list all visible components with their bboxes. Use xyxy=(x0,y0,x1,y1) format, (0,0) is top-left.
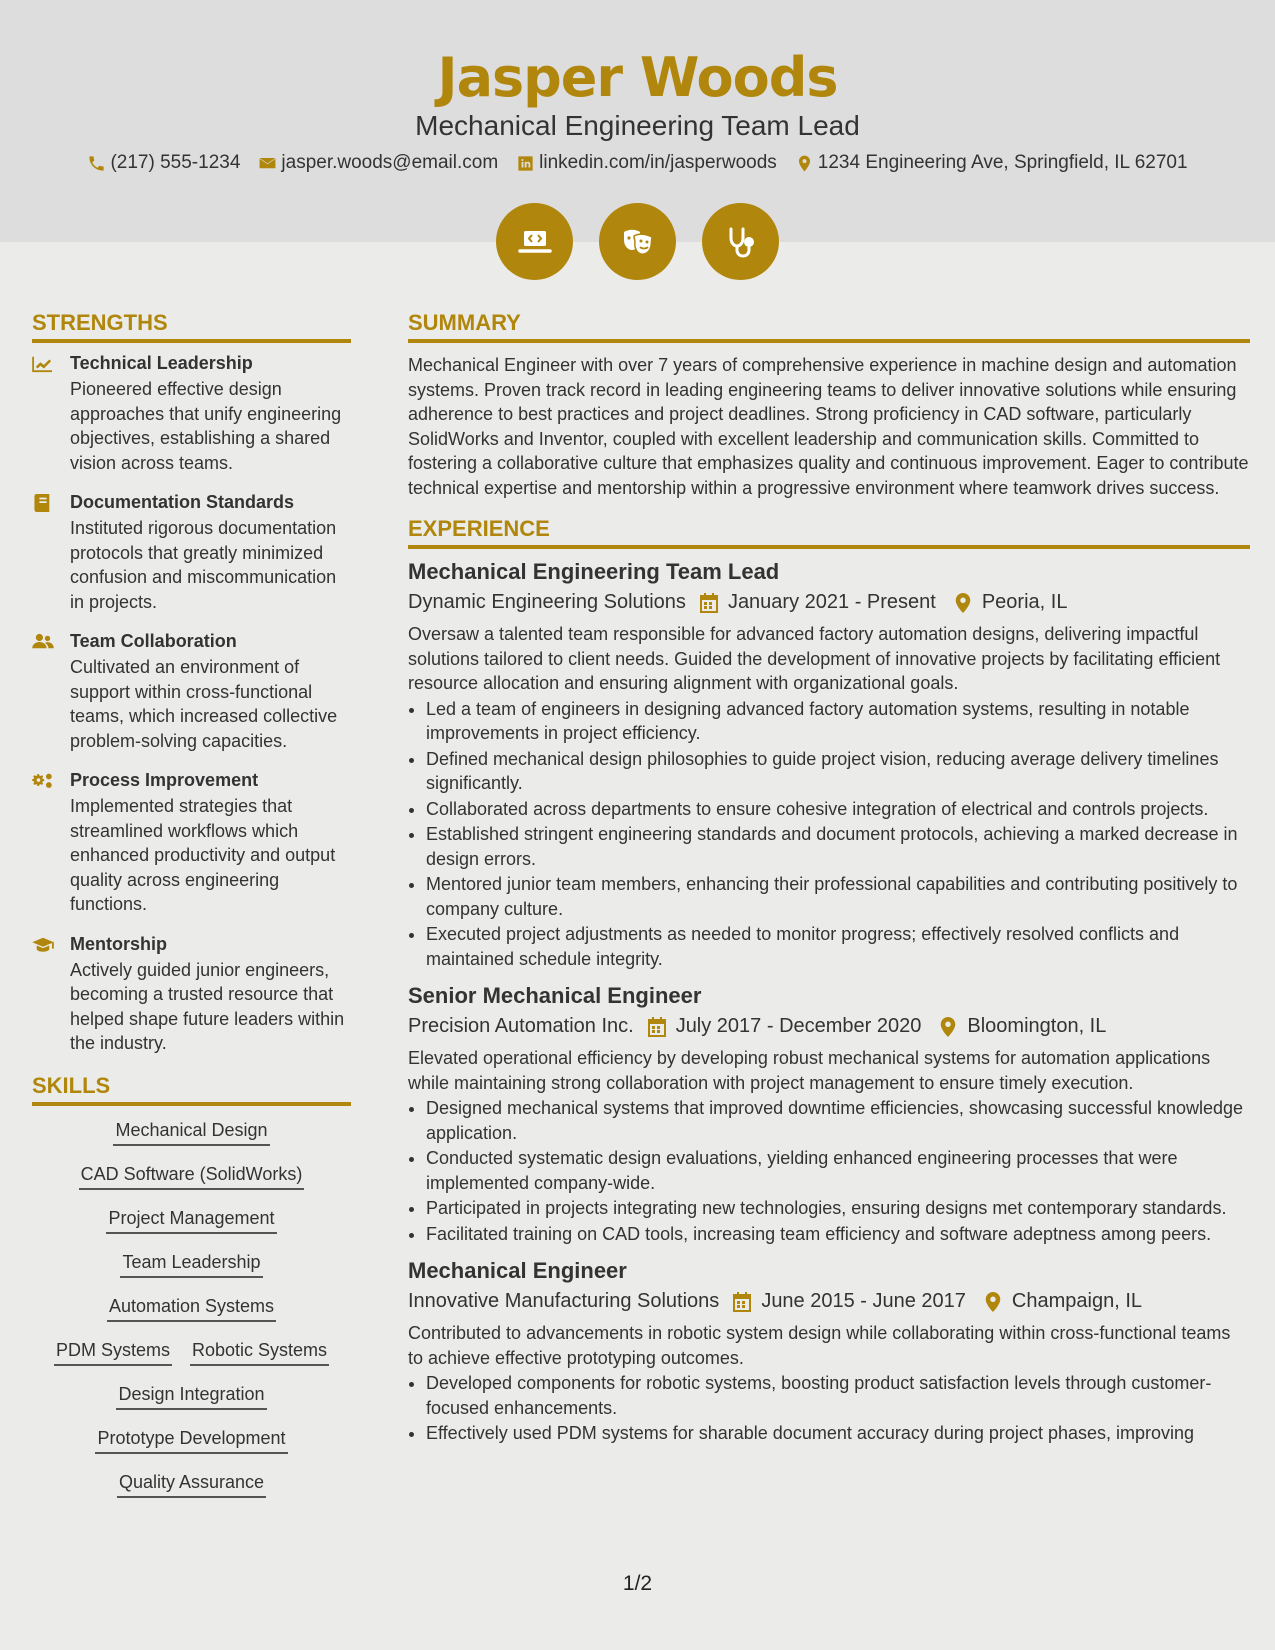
skills-row xyxy=(32,1384,351,1410)
skill-tag: Project Management xyxy=(106,1208,276,1234)
strength-title: Team Collaboration xyxy=(70,631,237,651)
summary-heading: SUMMARY xyxy=(408,310,1250,343)
skills-row xyxy=(32,1428,351,1454)
map-marker-icon xyxy=(939,1017,957,1037)
job-bullet: • Facilitated training on CAD tools, increasing team efficiency and software adeptness among peers. xyxy=(426,1222,1250,1247)
job-location: Bloomington, IL xyxy=(967,1015,1107,1037)
contact-email[interactable] xyxy=(258,152,498,174)
summary-text: Mechanical Engineer with over 7 years of comprehensive experience in machine design and automation systems. Proven track record in leading engineering teams to deliver innovative solutions while ensuring adherence to best practices and project deadlines. Strong proficiency in CAD software, particularly SolidWorks and Inventor, coupled with excellent leadership and communication skills. Committed to fostering a collaborative culture that emphasizes quality and continuous improvement. Eager to contribute technical expertise and mentorship within a progressive environment where teamwork drives success. xyxy=(408,355,1249,498)
skills-row xyxy=(32,1340,351,1366)
skills-row xyxy=(32,1252,351,1278)
page-number: 1/2 xyxy=(622,1572,653,1595)
envelope-icon xyxy=(258,154,277,173)
strength-description: Cultivated an environment of support within cross-functional teams, which increased collective problem-solving capacities. xyxy=(70,657,338,751)
right-column xyxy=(408,310,1250,1458)
strength-item xyxy=(32,770,351,917)
skills-row xyxy=(32,1120,351,1146)
book-icon xyxy=(32,494,54,512)
skills-row xyxy=(32,1164,351,1190)
contact-phone[interactable] xyxy=(87,152,240,174)
job-dates: June 2015 - June 2017 xyxy=(761,1290,966,1312)
strength-title: Mentorship xyxy=(70,933,167,954)
strength-item xyxy=(32,353,351,475)
company-name: Dynamic Engineering Solutions xyxy=(408,591,686,613)
laptop-code-icon xyxy=(496,203,573,280)
contact-address xyxy=(795,152,1188,174)
strength-description: Instituted rigorous documentation protocols that greatly minimized confusion and miscommunication in projects. xyxy=(70,518,337,612)
calendar-icon xyxy=(648,1017,666,1037)
linkedin-text: linkedin.com/in/jasperwoods xyxy=(539,152,777,173)
skill-tag: Design Integration xyxy=(116,1384,266,1410)
interest-icons xyxy=(0,203,1275,280)
strength-description: Implemented strategies that streamlined workflows which enhanced productivity and output quality across engineering functions. xyxy=(70,796,336,914)
job-bullet: • Established stringent engineering standards and document protocols, achieving a marked decrease in design errors. xyxy=(426,822,1250,871)
users-icon xyxy=(32,633,54,651)
skill-tag: Mechanical Design xyxy=(113,1120,269,1146)
job-bullet: • Conducted systematic design evaluations, yielding enhanced engineering processes that were implemented company-wide. xyxy=(426,1146,1250,1195)
strength-title: Documentation Standards xyxy=(70,492,295,512)
graduation-cap-icon xyxy=(32,936,54,954)
job-location: Peoria, IL xyxy=(981,591,1068,613)
skills-list xyxy=(32,1116,351,1498)
chart-line-icon xyxy=(32,355,54,373)
calendar-icon xyxy=(700,593,718,613)
job-bullet: • Mentored junior team members, enhancing their professional capabilities and contributing positively to company culture. xyxy=(426,872,1250,921)
job-entry xyxy=(408,1258,1250,1446)
candidate-role: Mechanical Engineering Team Lead xyxy=(415,110,860,141)
strength-description: Pioneered effective design approaches that unify engineering objectives, establishing a shared vision across teams. xyxy=(70,379,342,473)
candidate-name: Jasper Woods xyxy=(437,46,838,109)
job-title: Mechanical Engineer xyxy=(408,1258,627,1283)
job-bullet: • Effectively used PDM systems for sharable document accuracy during project phases, improving xyxy=(426,1421,1250,1446)
job-meta xyxy=(408,1015,1250,1038)
job-dates: July 2017 - December 2020 xyxy=(675,1015,922,1037)
job-bullet: • Developed components for robotic systems, boosting product satisfaction levels through customer-focused enhancements. xyxy=(426,1371,1250,1420)
job-bullets xyxy=(408,1371,1250,1446)
email-text: jasper.woods@email.com xyxy=(281,152,499,173)
map-marker-icon xyxy=(984,1292,1002,1312)
job-location: Champaign, IL xyxy=(1011,1290,1142,1312)
skill-tag: PDM Systems xyxy=(54,1340,172,1366)
skills-row xyxy=(32,1472,351,1498)
strength-item xyxy=(32,492,351,614)
skill-tag: Team Leadership xyxy=(120,1252,262,1278)
contact-bar xyxy=(0,152,1275,174)
skills-row xyxy=(32,1296,351,1322)
skill-tag: Robotic Systems xyxy=(190,1340,329,1366)
job-meta xyxy=(408,591,1250,614)
skill-tag: CAD Software (SolidWorks) xyxy=(79,1164,305,1190)
strength-item xyxy=(32,631,351,753)
job-description: Elevated operational efficiency by developing robust mechanical systems for automation applications while maintaining strong collaboration with project management to ensure timely execution. xyxy=(408,1048,1211,1093)
job-description: Oversaw a talented team responsible for advanced factory automation designs, delivering impactful solutions tailored to client needs. Guided the development of innovative projects by facilitating efficient resource allocation and ensuring alignment with organizational goals. xyxy=(408,624,1221,693)
linkedin-icon xyxy=(516,154,535,173)
map-marker-icon xyxy=(795,154,814,173)
strength-item xyxy=(32,934,351,1056)
job-bullet: • Executed project adjustments as needed to monitor progress; effectively resolved conflicts and maintained schedule integrity. xyxy=(426,922,1250,971)
job-bullet: • Led a team of engineers in designing advanced factory automation systems, resulting in notable improvements in project efficiency. xyxy=(426,697,1250,746)
calendar-icon xyxy=(733,1292,751,1312)
job-dates: January 2021 - Present xyxy=(727,591,936,613)
map-marker-icon xyxy=(954,593,972,613)
job-bullets xyxy=(408,697,1250,972)
job-meta xyxy=(408,1290,1250,1313)
company-name: Precision Automation Inc. xyxy=(408,1015,634,1037)
job-bullet: • Defined mechanical design philosophies to guide project vision, reducing average delivery timelines significantly. xyxy=(426,747,1250,796)
strength-title: Technical Leadership xyxy=(70,353,253,373)
job-bullet: • Designed mechanical systems that improved downtime efficiencies, showcasing successful knowledge application. xyxy=(426,1096,1250,1145)
company-name: Innovative Manufacturing Solutions xyxy=(408,1290,720,1312)
strength-description: Actively guided junior engineers, becoming a trusted resource that helped shape future leaders within the industry. xyxy=(70,959,345,1053)
cogs-icon xyxy=(32,772,54,790)
stethoscope-icon xyxy=(702,203,779,280)
job-bullet: • Participated in projects integrating new technologies, ensuring designs met contemporary standards. xyxy=(426,1196,1250,1221)
job-bullets xyxy=(408,1096,1250,1246)
job-entry xyxy=(408,559,1250,971)
skills-row xyxy=(32,1208,351,1234)
job-bullet: • Collaborated across departments to ensure cohesive integration of electrical and controls projects. xyxy=(426,797,1250,822)
job-entry xyxy=(408,983,1250,1246)
theater-masks-icon xyxy=(599,203,676,280)
job-title: Mechanical Engineering Team Lead xyxy=(408,559,780,584)
contact-linkedin[interactable] xyxy=(516,152,777,174)
skill-tag: Quality Assurance xyxy=(117,1472,266,1498)
phone-icon xyxy=(87,154,106,173)
job-title: Senior Mechanical Engineer xyxy=(408,983,702,1008)
experience-heading: EXPERIENCE xyxy=(408,516,1250,549)
skill-tag: Prototype Development xyxy=(95,1428,287,1454)
skills-heading: SKILLS xyxy=(32,1073,351,1106)
skill-tag: Automation Systems xyxy=(107,1296,276,1322)
left-column xyxy=(32,310,351,1498)
strengths-heading: STRENGTHS xyxy=(32,310,351,343)
job-description: Contributed to advancements in robotic system design while collaborating within cross-functional teams to achieve effective prototyping outcomes. xyxy=(408,1323,1231,1368)
strength-title: Process Improvement xyxy=(70,770,259,790)
address-text: 1234 Engineering Ave, Springfield, IL 62701 xyxy=(817,152,1188,173)
phone-text: (217) 555-1234 xyxy=(110,152,241,173)
